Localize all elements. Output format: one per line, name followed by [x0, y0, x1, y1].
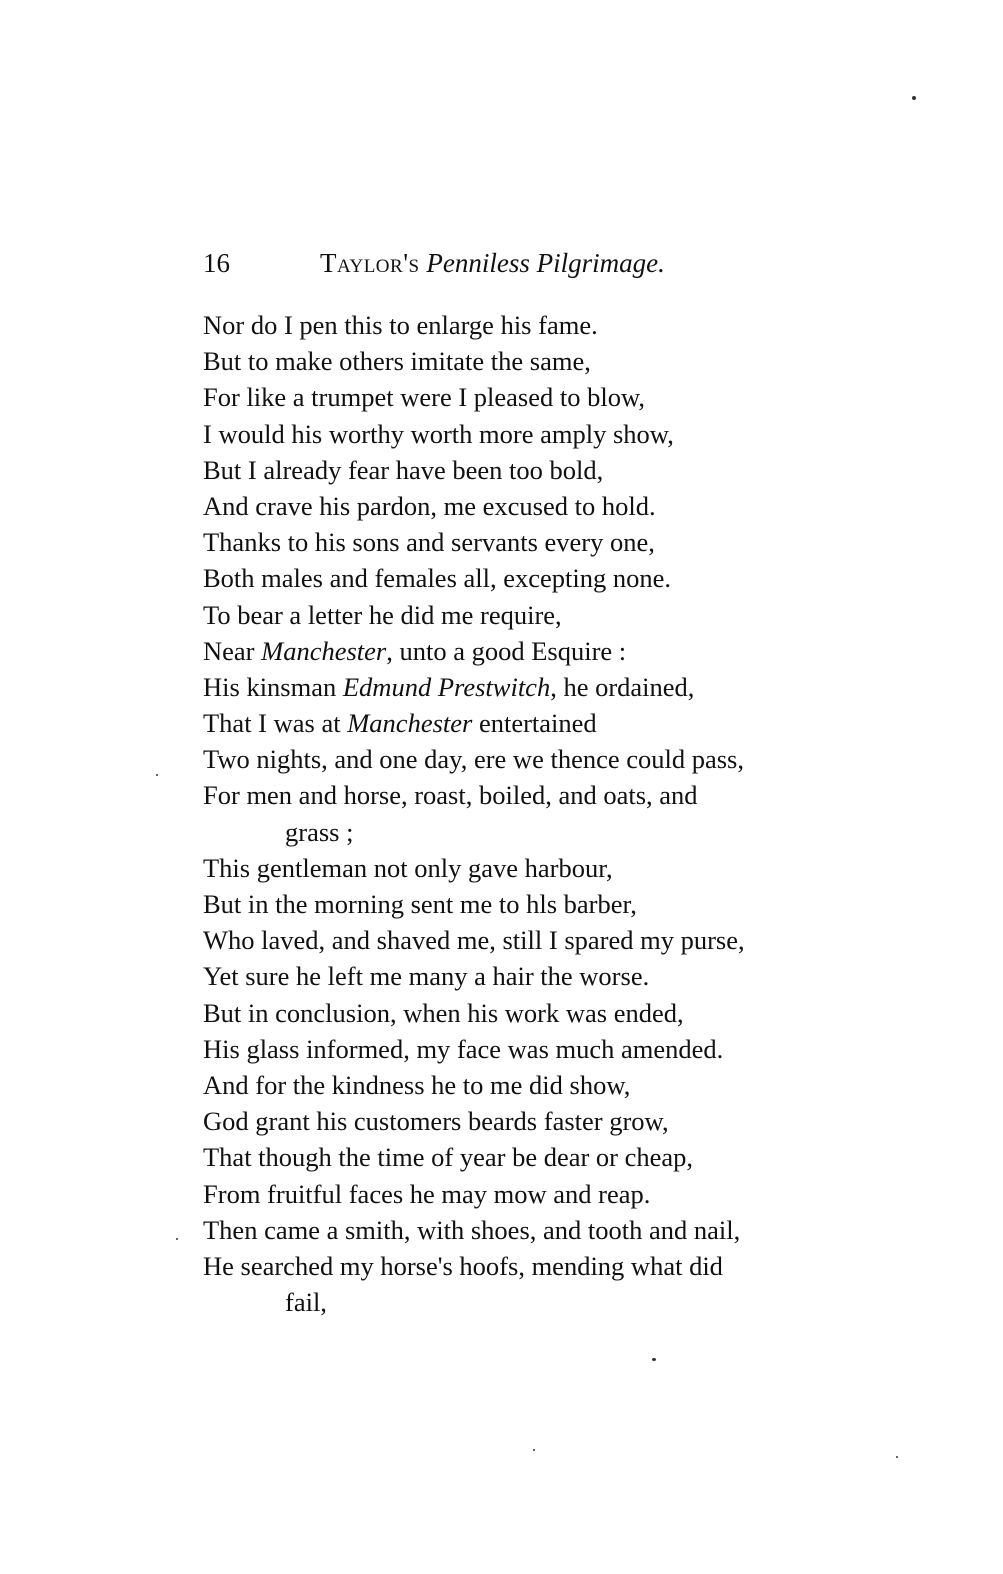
verse-line: From fruitful faces he may mow and reap. — [203, 1178, 651, 1209]
verse-line: Thanks to his sons and servants every one, — [203, 527, 655, 558]
verse-text: , unto a good Esquire : — [386, 635, 627, 666]
verse-line: That though the time of year be dear or cheap, — [203, 1142, 694, 1173]
place-name: Manchester — [261, 635, 387, 666]
verse-line-continuation: grass ; — [285, 816, 354, 847]
verse-line: To bear a letter he did me require, — [203, 599, 562, 630]
verse-line: Nor do I pen this to enlarge his fame. — [203, 310, 598, 340]
verse-line: And crave his pardon, me excused to hold. — [203, 490, 656, 521]
place-name: Manchester — [347, 708, 473, 739]
verse-line: I would his worthy worth more amply show, — [203, 418, 674, 449]
verse-line — [203, 705, 843, 741]
page-number: 16 — [203, 248, 230, 278]
running-title-author: Taylor's — [320, 248, 420, 278]
verse-block — [203, 307, 843, 1320]
verse-line: This gentleman not only gave harbour, — [203, 852, 613, 883]
verse-line — [203, 633, 843, 669]
verse-line: But I already fear have been too bold, — [203, 454, 604, 485]
verse-line: Two nights, and one day, ere we thence could pass, — [203, 744, 744, 775]
person-name: Edmund Prestwitch — [342, 671, 551, 702]
verse-line: But in conclusion, when his work was ended, — [203, 997, 684, 1028]
verse-text: His kinsman — [203, 671, 343, 702]
verse-line: Yet sure he left me many a hair the worse. — [203, 961, 650, 992]
print-speck — [176, 1238, 178, 1240]
verse-line: He searched my horse's hoofs, mending what did — [203, 1250, 723, 1281]
verse-line: His glass informed, my face was much amended. — [203, 1033, 724, 1064]
verse-line: But in the morning sent me to hls barber, — [203, 889, 637, 919]
running-head — [203, 243, 843, 283]
print-speck — [533, 1449, 535, 1451]
verse-line: But to make others imitate the same, — [203, 346, 591, 377]
print-speck — [896, 1456, 898, 1458]
running-title — [320, 243, 665, 283]
print-speck — [156, 774, 158, 776]
print-speck — [912, 96, 916, 100]
running-title-work: Penniless Pilgrimage. — [426, 248, 665, 278]
verse-line: God grant his customers beards faster grow, — [203, 1106, 669, 1137]
verse-line — [203, 669, 843, 705]
print-speck — [652, 1358, 656, 1361]
verse-line: For men and horse, roast, boiled, and oats, and — [203, 780, 698, 811]
verse-line: For like a trumpet were I pleased to blow, — [203, 382, 646, 413]
verse-text: That I was at — [203, 708, 348, 739]
verse-line: Who laved, and shaved me, still I spared my purse, — [203, 925, 745, 956]
verse-line: Then came a smith, with shoes, and tooth and nail, — [203, 1214, 741, 1245]
verse-text: Near — [203, 635, 262, 666]
verse-text: , he ordained, — [550, 671, 695, 702]
verse-line: Both males and females all, excepting none. — [203, 563, 672, 594]
verse-line: And for the kindness he to me did show, — [203, 1069, 631, 1100]
verse-text: entertained — [472, 708, 597, 739]
verse-line-continuation: fail, — [285, 1287, 327, 1318]
